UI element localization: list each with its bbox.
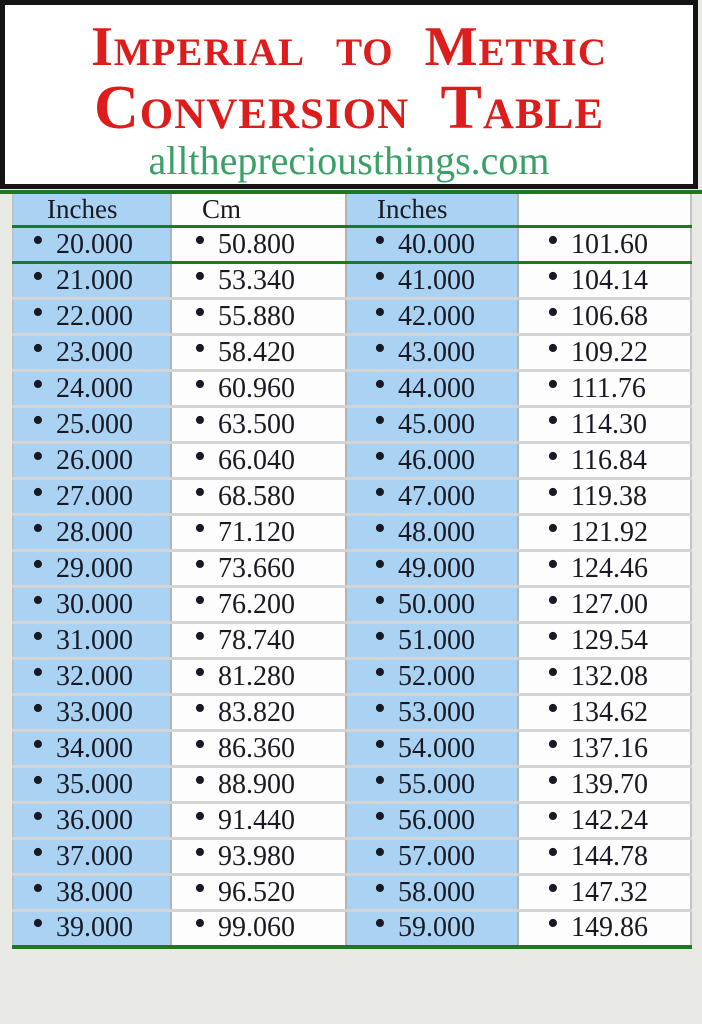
cell-value: 93.980 (218, 840, 295, 872)
cell-value: 139.70 (571, 768, 648, 800)
cell-value: 56.000 (398, 804, 475, 836)
inches-cell: • 27.000 (13, 479, 171, 515)
cell-value: 142.24 (571, 804, 648, 836)
column-header-inches-right: Inches (346, 194, 518, 227)
cell-value: 59.000 (398, 912, 475, 944)
cell-value: 53.340 (218, 264, 295, 296)
table-row (13, 551, 691, 587)
inches-cell: • 54.000 (346, 731, 518, 767)
cell-value: 21.000 (56, 264, 133, 296)
cell-value: 60.960 (218, 372, 295, 404)
cm-cell: • 58.420 (171, 335, 346, 371)
cell-value: 147.32 (571, 876, 648, 908)
cell-value: 22.000 (56, 300, 133, 332)
cell-value: 52.000 (398, 660, 475, 692)
cell-value: 42.000 (398, 300, 475, 332)
cm-cell: • 73.660 (171, 551, 346, 587)
cm-cell: • 149.86 (518, 911, 691, 947)
table-body (13, 227, 691, 947)
cell-value: 29.000 (56, 552, 133, 584)
cell-value: 99.060 (218, 912, 295, 944)
table-row (13, 515, 691, 551)
cell-value: 88.900 (218, 768, 295, 800)
cm-cell: • 81.280 (171, 659, 346, 695)
cm-cell: • 60.960 (171, 371, 346, 407)
inches-cell: • 23.000 (13, 335, 171, 371)
inches-cell: • 29.000 (13, 551, 171, 587)
inches-cell: • 40.000 (346, 227, 518, 263)
inches-cell: • 42.000 (346, 299, 518, 335)
table-row (13, 479, 691, 515)
table-row (13, 731, 691, 767)
cm-cell: • 93.980 (171, 839, 346, 875)
page-title-line2: Conversion Table (93, 74, 605, 142)
cm-cell: • 144.78 (518, 839, 691, 875)
cell-value: 66.040 (218, 444, 295, 476)
cell-value: 33.000 (56, 696, 133, 728)
cell-value: 55.880 (218, 300, 295, 332)
page-title-line1: Imperial to Metric (91, 16, 607, 78)
cm-cell: • 96.520 (171, 875, 346, 911)
cm-cell: • 134.62 (518, 695, 691, 731)
cm-cell: • 91.440 (171, 803, 346, 839)
cm-cell: • 88.900 (171, 767, 346, 803)
cm-cell: • 132.08 (518, 659, 691, 695)
inches-cell: • 33.000 (13, 695, 171, 731)
inches-cell: • 56.000 (346, 803, 518, 839)
cell-value: 25.000 (56, 408, 133, 440)
inches-cell: • 41.000 (346, 263, 518, 299)
table-row (13, 695, 691, 731)
cell-value: 137.16 (571, 732, 648, 764)
cm-cell: • 124.46 (518, 551, 691, 587)
cell-value: 124.46 (571, 552, 648, 584)
cm-cell: • 68.580 (171, 479, 346, 515)
cell-value: 116.84 (571, 444, 647, 476)
cell-value: 63.500 (218, 408, 295, 440)
cm-cell: • 127.00 (518, 587, 691, 623)
table-row (13, 587, 691, 623)
inches-cell: • 58.000 (346, 875, 518, 911)
cell-value: 121.92 (571, 516, 648, 548)
cm-cell: • 99.060 (171, 911, 346, 947)
cell-value: 55.000 (398, 768, 475, 800)
cell-value: 111.76 (571, 372, 646, 404)
cell-value: 38.000 (56, 876, 133, 908)
cm-cell: • 142.24 (518, 803, 691, 839)
title-box (0, 0, 698, 189)
table-row (13, 623, 691, 659)
inches-cell: • 35.000 (13, 767, 171, 803)
cell-value: 46.000 (398, 444, 475, 476)
cell-value: 26.000 (56, 444, 133, 476)
cell-value: 37.000 (56, 840, 133, 872)
cell-value: 83.820 (218, 696, 295, 728)
cell-value: 96.520 (218, 876, 295, 908)
cm-cell: • 78.740 (171, 623, 346, 659)
inches-cell: • 46.000 (346, 443, 518, 479)
cell-value: 119.38 (571, 480, 647, 512)
inches-cell: • 36.000 (13, 803, 171, 839)
cell-value: 49.000 (398, 552, 475, 584)
cell-value: 44.000 (398, 372, 475, 404)
table-row (13, 803, 691, 839)
cm-cell: • 137.16 (518, 731, 691, 767)
cell-value: 86.360 (218, 732, 295, 764)
inches-cell: • 52.000 (346, 659, 518, 695)
cell-value: 101.60 (571, 228, 648, 260)
table-row (13, 875, 691, 911)
cell-value: 109.22 (571, 336, 648, 368)
cell-value: 104.14 (571, 264, 648, 296)
cell-value: 58.000 (398, 876, 475, 908)
cell-value: 40.000 (398, 228, 475, 260)
inches-cell: • 30.000 (13, 587, 171, 623)
inches-cell: • 26.000 (13, 443, 171, 479)
cell-value: 34.000 (56, 732, 133, 764)
inches-cell: • 21.000 (13, 263, 171, 299)
table-row (13, 659, 691, 695)
inches-cell: • 57.000 (346, 839, 518, 875)
table-row (13, 335, 691, 371)
cell-value: 78.740 (218, 624, 295, 656)
inches-cell: • 32.000 (13, 659, 171, 695)
inches-cell: • 45.000 (346, 407, 518, 443)
cm-cell: • 53.340 (171, 263, 346, 299)
table-row (13, 443, 691, 479)
cell-value: 114.30 (571, 408, 647, 440)
cm-cell: • 55.880 (171, 299, 346, 335)
inches-cell: • 25.000 (13, 407, 171, 443)
cell-value: 73.660 (218, 552, 295, 584)
table-row (13, 839, 691, 875)
cell-value: 39.000 (56, 912, 133, 944)
inches-cell: • 49.000 (346, 551, 518, 587)
inches-cell: • 39.000 (13, 911, 171, 947)
cell-value: 91.440 (218, 804, 295, 836)
table-row (13, 263, 691, 299)
cell-value: 127.00 (571, 588, 648, 620)
cell-value: 27.000 (56, 480, 133, 512)
inches-cell: • 20.000 (13, 227, 171, 263)
cm-cell: • 86.360 (171, 731, 346, 767)
website-url: allthepreciousthings.com (148, 138, 550, 183)
cell-value: 20.000 (56, 228, 133, 260)
inches-cell: • 22.000 (13, 299, 171, 335)
cell-value: 57.000 (398, 840, 475, 872)
table-row (13, 911, 691, 947)
inches-cell: • 59.000 (346, 911, 518, 947)
cm-cell: • 66.040 (171, 443, 346, 479)
inches-cell: • 31.000 (13, 623, 171, 659)
cell-value: 134.62 (571, 696, 648, 728)
cell-value: 76.200 (218, 588, 295, 620)
inches-cell: • 37.000 (13, 839, 171, 875)
inches-cell: • 38.000 (13, 875, 171, 911)
cell-value: 53.000 (398, 696, 475, 728)
cell-value: 58.420 (218, 336, 295, 368)
cell-value: 43.000 (398, 336, 475, 368)
table-row (13, 407, 691, 443)
table-row (13, 227, 691, 263)
inches-cell: • 53.000 (346, 695, 518, 731)
table-row (13, 767, 691, 803)
cell-value: 30.000 (56, 588, 133, 620)
inches-cell: • 24.000 (13, 371, 171, 407)
cm-cell: • 83.820 (171, 695, 346, 731)
conversion-table (12, 194, 692, 949)
cm-cell: • 50.800 (171, 227, 346, 263)
inches-cell: • 34.000 (13, 731, 171, 767)
inches-cell: • 28.000 (13, 515, 171, 551)
cm-cell: • 121.92 (518, 515, 691, 551)
cell-value: 149.86 (571, 912, 648, 944)
cm-cell: • 129.54 (518, 623, 691, 659)
table-header-row (13, 194, 691, 227)
cell-value: 36.000 (56, 804, 133, 836)
cell-value: 51.000 (398, 624, 475, 656)
cell-value: 54.000 (398, 732, 475, 764)
column-header-inches-left: Inches (13, 194, 171, 227)
column-header-cm-left: Cm (171, 194, 346, 227)
inches-cell: • 47.000 (346, 479, 518, 515)
cm-cell: • 104.14 (518, 263, 691, 299)
cm-cell: • 114.30 (518, 407, 691, 443)
cell-value: 71.120 (218, 516, 295, 548)
table-row (13, 371, 691, 407)
cell-value: 45.000 (398, 408, 475, 440)
cm-cell: • 147.32 (518, 875, 691, 911)
cm-cell: • 109.22 (518, 335, 691, 371)
cm-cell: • 101.60 (518, 227, 691, 263)
cell-value: 32.000 (56, 660, 133, 692)
cell-value: 23.000 (56, 336, 133, 368)
cell-value: 106.68 (571, 300, 648, 332)
inches-cell: • 50.000 (346, 587, 518, 623)
cm-cell: • 76.200 (171, 587, 346, 623)
inches-cell: • 44.000 (346, 371, 518, 407)
cell-value: 24.000 (56, 372, 133, 404)
cell-value: 129.54 (571, 624, 648, 656)
cm-cell: • 111.76 (518, 371, 691, 407)
cm-cell: • 71.120 (171, 515, 346, 551)
cell-value: 50.800 (218, 228, 295, 260)
cell-value: 31.000 (56, 624, 133, 656)
cell-value: 28.000 (56, 516, 133, 548)
cell-value: 68.580 (218, 480, 295, 512)
cm-cell: • 106.68 (518, 299, 691, 335)
cell-value: 47.000 (398, 480, 475, 512)
inches-cell: • 48.000 (346, 515, 518, 551)
cell-value: 48.000 (398, 516, 475, 548)
table-row (13, 299, 691, 335)
cell-value: 41.000 (398, 264, 475, 296)
cm-cell: • 116.84 (518, 443, 691, 479)
cell-value: 132.08 (571, 660, 648, 692)
cell-value: 81.280 (218, 660, 295, 692)
column-header-cm-right (518, 194, 691, 227)
inches-cell: • 43.000 (346, 335, 518, 371)
cell-value: 35.000 (56, 768, 133, 800)
cell-value: 50.000 (398, 588, 475, 620)
inches-cell: • 55.000 (346, 767, 518, 803)
cm-cell: • 139.70 (518, 767, 691, 803)
cm-cell: • 119.38 (518, 479, 691, 515)
cell-value: 144.78 (571, 840, 648, 872)
cm-cell: • 63.500 (171, 407, 346, 443)
inches-cell: • 51.000 (346, 623, 518, 659)
